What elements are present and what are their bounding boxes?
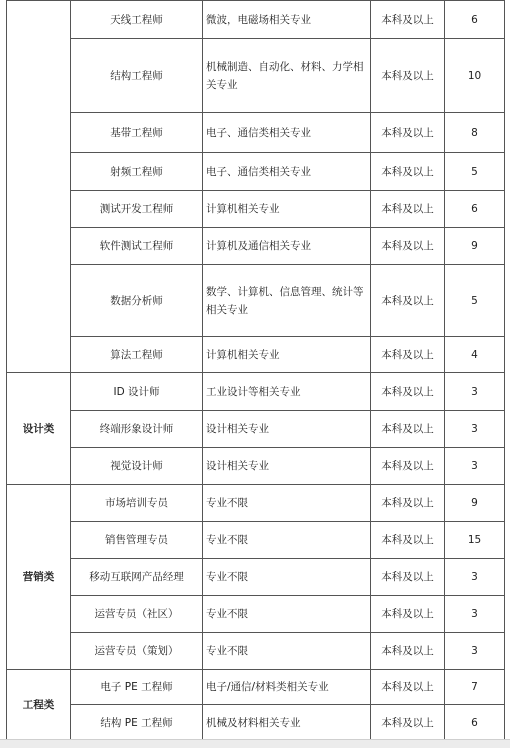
job-title-cell: 视觉设计师 bbox=[71, 448, 203, 485]
headcount-cell: 6 bbox=[445, 1, 505, 39]
major-cell: 专业不限 bbox=[203, 485, 371, 522]
education-cell: 本科及以上 bbox=[371, 670, 445, 705]
headcount-cell: 3 bbox=[445, 448, 505, 485]
job-title-cell: 软件测试工程师 bbox=[71, 228, 203, 265]
major-cell: 计算机及通信相关专业 bbox=[203, 228, 371, 265]
table-row bbox=[7, 337, 505, 373]
table-row bbox=[7, 485, 505, 522]
table-row bbox=[7, 633, 505, 670]
education-cell: 本科及以上 bbox=[371, 596, 445, 633]
education-cell: 本科及以上 bbox=[371, 191, 445, 228]
major-cell: 专业不限 bbox=[203, 559, 371, 596]
table-row bbox=[7, 670, 505, 705]
education-cell: 本科及以上 bbox=[371, 337, 445, 373]
job-title-cell: 天线工程师 bbox=[71, 1, 203, 39]
job-title-cell: 数据分析师 bbox=[71, 265, 203, 337]
table-row bbox=[7, 113, 505, 153]
headcount-cell: 9 bbox=[445, 485, 505, 522]
education-cell: 本科及以上 bbox=[371, 411, 445, 448]
education-cell: 本科及以上 bbox=[371, 705, 445, 741]
job-table-body bbox=[7, 1, 505, 741]
major-cell: 电子/通信/材料类相关专业 bbox=[203, 670, 371, 705]
category-cell bbox=[7, 1, 71, 373]
job-title-cell: 移动互联网产品经理 bbox=[71, 559, 203, 596]
major-cell: 专业不限 bbox=[203, 596, 371, 633]
category-cell: 营销类 bbox=[7, 485, 71, 670]
job-table bbox=[6, 0, 505, 741]
major-cell: 机械及材料相关专业 bbox=[203, 705, 371, 741]
headcount-cell: 6 bbox=[445, 705, 505, 741]
headcount-cell: 8 bbox=[445, 113, 505, 153]
job-title-cell: 市场培训专员 bbox=[71, 485, 203, 522]
major-cell: 数学、计算机、信息管理、统计等相关专业 bbox=[203, 265, 371, 337]
job-title-cell: 结构工程师 bbox=[71, 39, 203, 113]
job-title-cell: 算法工程师 bbox=[71, 337, 203, 373]
major-cell: 电子、通信类相关专业 bbox=[203, 113, 371, 153]
education-cell: 本科及以上 bbox=[371, 373, 445, 411]
job-title-cell: 电子 PE 工程师 bbox=[71, 670, 203, 705]
table-row bbox=[7, 559, 505, 596]
job-title-cell: 销售管理专员 bbox=[71, 522, 203, 559]
major-cell: 设计相关专业 bbox=[203, 411, 371, 448]
major-cell: 电子、通信类相关专业 bbox=[203, 153, 371, 191]
table-row bbox=[7, 153, 505, 191]
job-title-cell: 运营专员（社区） bbox=[71, 596, 203, 633]
education-cell: 本科及以上 bbox=[371, 228, 445, 265]
major-cell: 专业不限 bbox=[203, 522, 371, 559]
education-cell: 本科及以上 bbox=[371, 265, 445, 337]
headcount-cell: 3 bbox=[445, 559, 505, 596]
table-row bbox=[7, 448, 505, 485]
major-cell: 设计相关专业 bbox=[203, 448, 371, 485]
headcount-cell: 7 bbox=[445, 670, 505, 705]
education-cell: 本科及以上 bbox=[371, 448, 445, 485]
headcount-cell: 3 bbox=[445, 633, 505, 670]
major-cell: 计算机相关专业 bbox=[203, 337, 371, 373]
table-row bbox=[7, 596, 505, 633]
table-row bbox=[7, 373, 505, 411]
education-cell: 本科及以上 bbox=[371, 39, 445, 113]
job-title-cell: 结构 PE 工程师 bbox=[71, 705, 203, 741]
education-cell: 本科及以上 bbox=[371, 153, 445, 191]
job-title-cell: 运营专员（策划） bbox=[71, 633, 203, 670]
headcount-cell: 9 bbox=[445, 228, 505, 265]
headcount-cell: 3 bbox=[445, 411, 505, 448]
table-row bbox=[7, 705, 505, 741]
major-cell: 专业不限 bbox=[203, 633, 371, 670]
major-cell: 计算机相关专业 bbox=[203, 191, 371, 228]
table-row bbox=[7, 522, 505, 559]
headcount-cell: 5 bbox=[445, 153, 505, 191]
table-row bbox=[7, 39, 505, 113]
education-cell: 本科及以上 bbox=[371, 633, 445, 670]
education-cell: 本科及以上 bbox=[371, 1, 445, 39]
headcount-cell: 4 bbox=[445, 337, 505, 373]
major-cell: 工业设计等相关专业 bbox=[203, 373, 371, 411]
table-row bbox=[7, 265, 505, 337]
headcount-cell: 10 bbox=[445, 39, 505, 113]
job-title-cell: 终端形象设计师 bbox=[71, 411, 203, 448]
headcount-cell: 3 bbox=[445, 596, 505, 633]
major-cell: 机械制造、自动化、材料、力学相关专业 bbox=[203, 39, 371, 113]
headcount-cell: 3 bbox=[445, 373, 505, 411]
job-title-cell: 基带工程师 bbox=[71, 113, 203, 153]
job-title-cell: 测试开发工程师 bbox=[71, 191, 203, 228]
education-cell: 本科及以上 bbox=[371, 522, 445, 559]
category-cell: 设计类 bbox=[7, 373, 71, 485]
education-cell: 本科及以上 bbox=[371, 559, 445, 596]
table-row bbox=[7, 191, 505, 228]
table-row bbox=[7, 1, 505, 39]
table-row bbox=[7, 411, 505, 448]
job-title-cell: 射频工程师 bbox=[71, 153, 203, 191]
table-row bbox=[7, 228, 505, 265]
job-title-cell: ID 设计师 bbox=[71, 373, 203, 411]
education-cell: 本科及以上 bbox=[371, 113, 445, 153]
headcount-cell: 6 bbox=[445, 191, 505, 228]
education-cell: 本科及以上 bbox=[371, 485, 445, 522]
headcount-cell: 5 bbox=[445, 265, 505, 337]
headcount-cell: 15 bbox=[445, 522, 505, 559]
category-cell: 工程类 bbox=[7, 670, 71, 741]
major-cell: 微波，电磁场相关专业 bbox=[203, 1, 371, 39]
